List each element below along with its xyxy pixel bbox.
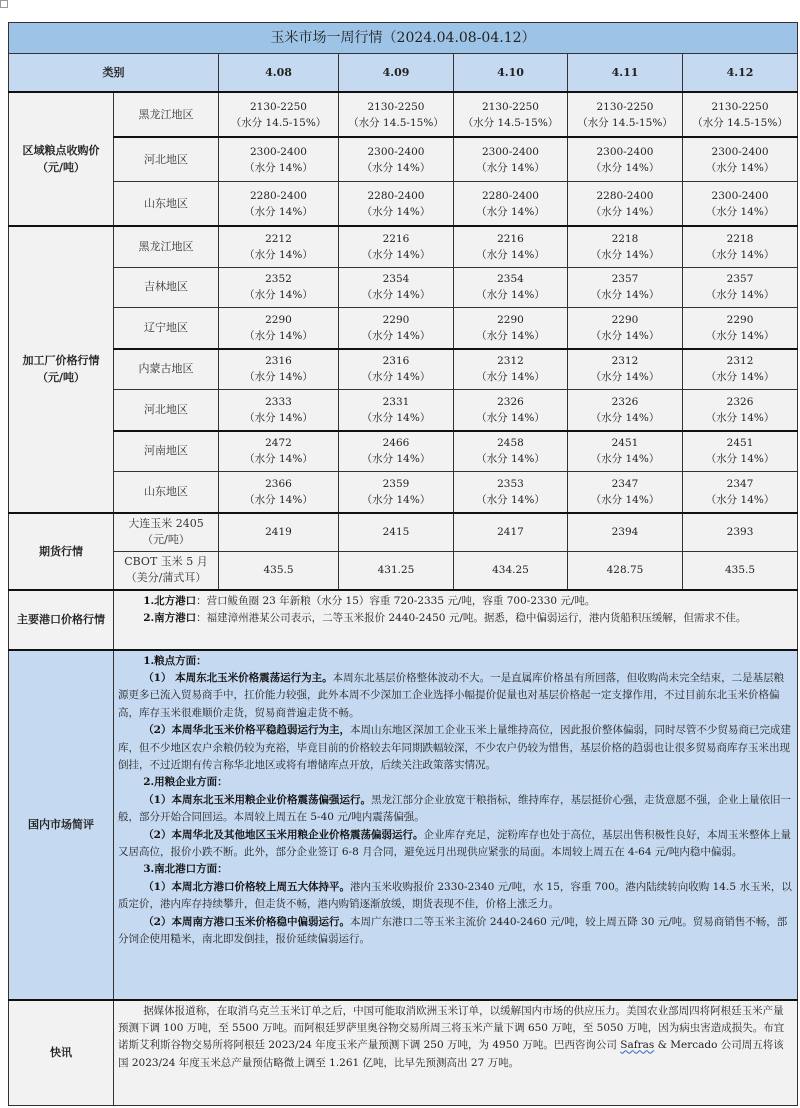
price-cell — [454, 308, 568, 349]
moisture-note: （水分 14%） — [361, 289, 431, 302]
moisture-note: （水分 14%） — [361, 453, 431, 466]
paragraph — [118, 593, 793, 610]
paragraph — [118, 914, 793, 949]
moisture-note: （水分 14%） — [705, 329, 775, 342]
price-value: 2451 — [611, 437, 639, 450]
moisture-note: （水分 14.5-15%） — [348, 116, 444, 129]
price-value: 2300-2400 — [596, 145, 654, 158]
price-value: 2300-2400 — [482, 145, 539, 158]
price-value: 2216 — [382, 232, 410, 245]
price-cell — [339, 472, 454, 513]
price-cell — [568, 182, 683, 227]
paragraph-text: ：营口鲅鱼圈 23 年新粮（水分 15）容重 720-2335 元/吨，容重 700-2330 元/吨。 — [196, 594, 596, 607]
paragraph — [118, 670, 793, 722]
paragraph-heading: 2.南方港口 — [143, 611, 197, 624]
price-cell — [568, 92, 683, 137]
table-row — [9, 349, 798, 390]
paragraph-heading: 2.用粮企业方面： — [143, 776, 228, 789]
futures-price: 2415 — [339, 513, 454, 552]
region-name: 河北地区 — [114, 390, 219, 431]
futures-price: 435.5 — [219, 551, 339, 590]
region-name: 山东地区 — [114, 182, 219, 227]
price-cell — [683, 349, 798, 390]
moisture-note: （水分 14%） — [244, 371, 313, 384]
section-label: 国内市场简评 — [9, 650, 114, 1000]
price-value: 2290 — [382, 313, 410, 326]
moisture-note: （水分 14%） — [590, 329, 660, 342]
moisture-note: （水分 14%） — [476, 248, 545, 261]
price-cell — [683, 226, 798, 267]
price-value: 2366 — [265, 477, 292, 490]
moisture-note: （水分 14%） — [476, 411, 545, 424]
moisture-note: （水分 14%） — [244, 248, 313, 261]
moisture-note: （水分 14%） — [705, 161, 775, 174]
price-cell — [454, 349, 568, 390]
price-value: 2130-2250 — [482, 100, 539, 113]
price-cell — [454, 137, 568, 182]
region-name: 河北地区 — [114, 137, 219, 182]
paragraph-heading: （2）本周华北玉米价格平稳趋弱运行为主， — [143, 724, 350, 737]
price-value: 2326 — [497, 395, 524, 408]
paragraph-heading: 3.南北港口方面： — [143, 863, 228, 876]
price-value: 2300-2400 — [250, 145, 307, 158]
page-title: 玉米市场一周行情（2024.04.08-04.12） — [9, 23, 798, 54]
paragraph — [118, 861, 793, 878]
flash-row — [9, 1000, 798, 1106]
price-value: 2300-2400 — [711, 189, 769, 202]
price-cell — [339, 308, 454, 349]
paragraph-text: 企业库存充足，淀粉库存也处于高位，基层出售积极性良好，本周玉米整体上量又居高位，报价小跌不断。此外，部分企业签订 6-8 月合同，避免远月出现供应紧张的局面。本周较上周五在 4-64 元/吨内稳中偏弱。 — [118, 828, 791, 858]
region-name: 黑龙江地区 — [114, 92, 219, 137]
price-value: 2316 — [265, 355, 292, 368]
contract-title: 大连玉米 2405 — [128, 517, 204, 530]
price-value: 2347 — [726, 477, 754, 490]
section-label: 主要港口价格行情 — [9, 590, 114, 650]
ports-row — [9, 590, 798, 650]
moisture-note: （水分 14%） — [705, 371, 775, 384]
price-value: 2300-2400 — [711, 145, 769, 158]
price-value: 2290 — [726, 313, 754, 326]
price-value: 2300-2400 — [367, 145, 425, 158]
price-cell — [683, 267, 798, 308]
moisture-note: （水分 14%） — [705, 453, 775, 466]
flash-content — [114, 1000, 798, 1106]
price-cell — [568, 308, 683, 349]
moisture-note: （水分 14%） — [590, 493, 660, 506]
price-cell — [454, 431, 568, 472]
table-row — [9, 267, 798, 308]
contract-unit: （元/吨） — [142, 533, 190, 546]
flash-news-text — [118, 1003, 793, 1073]
ports-content — [114, 590, 798, 650]
contract-title: CBOT 玉米 5 月 — [124, 555, 208, 568]
table-row — [9, 137, 798, 182]
region-name: 山东地区 — [114, 472, 219, 513]
price-value: 2290 — [497, 313, 524, 326]
price-value: 2312 — [726, 355, 754, 368]
paragraph — [118, 610, 793, 627]
section-label: 加工厂价格行情（元/吨） — [9, 226, 114, 513]
price-value: 2280-2400 — [367, 189, 425, 202]
price-cell — [219, 431, 339, 472]
price-cell — [454, 390, 568, 431]
news-text: 据媒体报道称，在取消乌克兰玉米订单之后，中国可能取消欧洲玉米订单，以缓解国内市场的供应压力。美国农业部周四将阿根廷玉米产量预测下调 100 万吨，至 5500 万吨。而阿根廷罗萨里奥谷物交易所周三将玉米产量下调 650 万吨，至 5050 万吨，因为病虫害造成损失。布宜诺斯艾利斯谷物交易所将阿根廷 2023/24 年度玉米产量预测下调 250 万吨，为 4950 万吨。巴西咨询公司 — [118, 1004, 785, 1052]
moisture-note: （水分 14%） — [476, 453, 545, 466]
futures-price: 2394 — [568, 513, 683, 552]
contract-name — [114, 513, 219, 552]
paragraph-text: ：福建漳州港某公司表示，二等玉米报价 2440-2450 元/吨。据悉，稳中偏弱运行，港内货船积压缓解，但需求不佳。 — [196, 611, 747, 624]
moisture-note: （水分 14%） — [476, 371, 545, 384]
price-value: 2451 — [726, 437, 754, 450]
price-cell — [219, 182, 339, 227]
contract-name — [114, 551, 219, 590]
price-cell — [683, 390, 798, 431]
table-row — [9, 551, 798, 590]
price-value: 2312 — [497, 355, 524, 368]
moisture-note: （水分 14%） — [361, 205, 431, 218]
price-value: 2354 — [382, 273, 410, 286]
price-value: 2354 — [497, 273, 524, 286]
moisture-note: （水分 14%） — [590, 411, 660, 424]
moisture-note: （水分 14%） — [590, 248, 660, 261]
price-value: 2316 — [382, 355, 410, 368]
moisture-note: （水分 14%） — [361, 329, 431, 342]
price-cell — [454, 182, 568, 227]
moisture-note: （水分 14%） — [244, 411, 313, 424]
futures-price: 431.25 — [339, 551, 454, 590]
moisture-note: （水分 14%） — [590, 453, 660, 466]
moisture-note: （水分 14%） — [361, 493, 431, 506]
paragraph-heading: （2）本周华北及其他地区玉米用粮企业价格震荡偏弱运行。 — [143, 828, 424, 841]
date-header: 4.12 — [683, 54, 798, 93]
region-name: 辽宁地区 — [114, 308, 219, 349]
moisture-note: （水分 14%） — [244, 161, 313, 174]
price-cell — [219, 308, 339, 349]
paragraph-heading: （1）本周北方港口价格较上周五大体持平。 — [143, 880, 350, 893]
price-cell — [339, 137, 454, 182]
price-value: 2333 — [265, 395, 292, 408]
paragraph — [118, 879, 793, 914]
paragraph-heading: 1.粮点方面： — [143, 654, 207, 667]
price-cell — [683, 137, 798, 182]
price-value: 2352 — [265, 273, 292, 286]
price-cell — [454, 226, 568, 267]
moisture-note: （水分 14%） — [705, 411, 775, 424]
price-cell — [219, 137, 339, 182]
table-row — [9, 431, 798, 472]
news-text: & Mercado 公司周五将该国 2023/24 年度玉米总产量预估略微上调至 1.261 亿吨，比早先预测高出 27 万吨。 — [118, 1039, 784, 1069]
date-header: 4.10 — [454, 54, 568, 93]
paragraph — [118, 774, 793, 791]
table-row — [9, 513, 798, 552]
paragraph-text: 本周山东地区深加工企业玉米上量维持高位，因此报价整体偏弱，同时尽管不少贸易商已完成建库，但不少地区农户余粮仍较为充裕，毕竟目前的价格较去年同期跌幅较深，不少农户仍较为惜售，基层价格的趋弱也让很多贸易商库存玉米出现倒挂，不过近期有传言称华北地区或将有增储库点开放，后续关注政策落实情况。 — [118, 724, 791, 771]
price-cell — [339, 226, 454, 267]
paragraph — [118, 722, 793, 774]
price-value: 2359 — [382, 477, 410, 490]
moisture-note: （水分 14%） — [705, 248, 775, 261]
price-value: 2280-2400 — [596, 189, 654, 202]
table-row — [9, 390, 798, 431]
price-value: 2130-2250 — [250, 100, 307, 113]
price-value: 2347 — [611, 477, 639, 490]
section-label: 区域粮点收购价（元/吨） — [9, 92, 114, 226]
moisture-note: （水分 14%） — [244, 329, 313, 342]
price-cell — [683, 182, 798, 227]
region-name: 河南地区 — [114, 431, 219, 472]
price-value: 2218 — [611, 232, 639, 245]
table-row — [9, 182, 798, 227]
contract-unit: （美分/蒲式耳） — [125, 571, 207, 584]
moisture-note: （水分 14.5-15%） — [462, 116, 559, 129]
price-cell — [568, 431, 683, 472]
moisture-note: （水分 14%） — [361, 248, 431, 261]
price-value: 2216 — [497, 232, 524, 245]
moisture-note: （水分 14%） — [244, 453, 313, 466]
paragraph-text: 黑龙江部分企业放宽干粮指标，维持库存，基层挺价心强，走货意愿不强，企业上量依旧一般，部分开始合同回运。本周较上周五在 5-40 元/吨内震荡偏强。 — [118, 793, 791, 824]
price-cell — [219, 472, 339, 513]
price-cell — [219, 390, 339, 431]
price-value: 2472 — [265, 437, 292, 450]
corn-market-weekly-table — [8, 22, 798, 1106]
price-cell — [683, 431, 798, 472]
domestic-row — [9, 650, 798, 1000]
price-cell — [219, 267, 339, 308]
moisture-note: （水分 14%） — [476, 205, 545, 218]
price-cell — [219, 92, 339, 137]
moisture-note: （水分 14%） — [361, 411, 431, 424]
region-name: 吉林地区 — [114, 267, 219, 308]
paragraph-text: 本周广东港口二等玉米主流价 2440-2460 元/吨，较上周五降 30 元/吨。贸易商销售不畅，部分饲企使用糙米，南北即发倒挂，报价延续偏弱运行。 — [118, 915, 788, 945]
price-cell — [683, 308, 798, 349]
company-name: Safras — [620, 1039, 655, 1052]
price-cell — [568, 390, 683, 431]
category-header: 类别 — [9, 54, 219, 93]
price-value: 2130-2250 — [711, 100, 769, 113]
section-label: 快讯 — [9, 1000, 114, 1106]
price-value: 2130-2250 — [367, 100, 425, 113]
price-cell — [568, 472, 683, 513]
paragraph — [118, 827, 793, 862]
price-cell — [454, 92, 568, 137]
price-cell — [219, 349, 339, 390]
moisture-note: （水分 14%） — [476, 289, 545, 302]
moisture-note: （水分 14%） — [244, 205, 313, 218]
table-row — [9, 308, 798, 349]
price-cell — [568, 226, 683, 267]
price-value: 2130-2250 — [596, 100, 654, 113]
moisture-note: （水分 14%） — [476, 493, 545, 506]
price-value: 2280-2400 — [250, 189, 307, 202]
price-value: 2280-2400 — [482, 189, 539, 202]
moisture-note: （水分 14%） — [476, 329, 545, 342]
moisture-note: （水分 14%） — [244, 493, 313, 506]
moisture-note: （水分 14%） — [705, 493, 775, 506]
price-cell — [683, 92, 798, 137]
price-value: 2290 — [265, 313, 292, 326]
paragraph-text: 本周东北基层价格整体波动不大。一是直属库价格虽有所回落，但收购尚未完全结束，二是基层粮源更多已流入贸易商手中，扛价能力较强，此外本周不少深加工企业选择小幅提价促量也对基层价格起一定支撑作用，不过目前东北玉米价格偏高，库存玉米很难顺价走货，贸易商普遍走货不畅。 — [118, 671, 785, 719]
price-value: 2357 — [611, 273, 639, 286]
price-cell — [339, 182, 454, 227]
region-name: 内蒙古地区 — [114, 349, 219, 390]
price-cell — [339, 267, 454, 308]
futures-price: 2393 — [683, 513, 798, 552]
price-value: 2458 — [497, 437, 524, 450]
price-value: 2312 — [611, 355, 639, 368]
price-cell — [568, 137, 683, 182]
paragraph-heading: （2）本周南方港口玉米价格稳中偏弱运行。 — [143, 915, 350, 928]
moisture-note: （水分 14%） — [590, 371, 660, 384]
date-header: 4.08 — [219, 54, 339, 93]
moisture-note: （水分 14%） — [590, 289, 660, 302]
price-value: 2466 — [382, 437, 410, 450]
domestic-content — [114, 650, 798, 1000]
price-value: 2212 — [265, 232, 292, 245]
paragraph-heading: （1）本周东北玉米用粮企业价格震荡偏强运行。 — [143, 793, 371, 806]
price-value: 2331 — [382, 395, 410, 408]
price-value: 2357 — [726, 273, 754, 286]
price-cell — [454, 267, 568, 308]
price-cell — [683, 472, 798, 513]
price-cell — [454, 472, 568, 513]
price-value: 2326 — [726, 395, 754, 408]
price-value: 2353 — [497, 477, 524, 490]
price-cell — [339, 431, 454, 472]
table-row — [9, 472, 798, 513]
region-name: 黑龙江地区 — [114, 226, 219, 267]
paragraph-heading: （1） 本周东北玉米价格震荡运行为主。 — [143, 671, 333, 684]
price-value: 2326 — [611, 395, 639, 408]
page-corner-marker — [0, 0, 8, 8]
price-cell — [568, 267, 683, 308]
price-cell — [339, 390, 454, 431]
futures-price: 428.75 — [568, 551, 683, 590]
price-value: 2290 — [611, 313, 639, 326]
date-header: 4.11 — [568, 54, 683, 93]
moisture-note: （水分 14%） — [705, 205, 775, 218]
moisture-note: （水分 14%） — [361, 371, 431, 384]
price-cell — [339, 349, 454, 390]
futures-price: 434.25 — [454, 551, 568, 590]
section-label: 期货行情 — [9, 513, 114, 590]
moisture-note: （水分 14%） — [590, 205, 660, 218]
price-cell — [568, 349, 683, 390]
paragraph-text: 港内玉米收购报价 2330-2340 元/吨，水 15，容重 700。港内陆续转向收购 14.5 水玉米，以质定价，港内库存持续攀升，但走货不畅，港内购销逐渐放缓，期货表现不佳，价格上涨乏力。 — [118, 880, 792, 911]
moisture-note: （水分 14.5-15%） — [692, 116, 788, 129]
moisture-note: （水分 14%） — [476, 161, 545, 174]
futures-price: 2417 — [454, 513, 568, 552]
table-row — [9, 226, 798, 267]
date-header: 4.09 — [339, 54, 454, 93]
moisture-note: （水分 14%） — [361, 161, 431, 174]
paragraph-heading: 1.北方港口 — [143, 594, 197, 607]
moisture-note: （水分 14.5-15%） — [230, 116, 327, 129]
price-value: 2218 — [726, 232, 754, 245]
paragraph — [118, 792, 793, 827]
price-cell — [219, 226, 339, 267]
moisture-note: （水分 14.5-15%） — [577, 116, 673, 129]
moisture-note: （水分 14%） — [590, 161, 660, 174]
moisture-note: （水分 14%） — [244, 289, 313, 302]
futures-price: 435.5 — [683, 551, 798, 590]
futures-price: 2419 — [219, 513, 339, 552]
moisture-note: （水分 14%） — [705, 289, 775, 302]
paragraph — [118, 653, 793, 670]
price-cell — [339, 92, 454, 137]
table-row — [9, 92, 798, 137]
